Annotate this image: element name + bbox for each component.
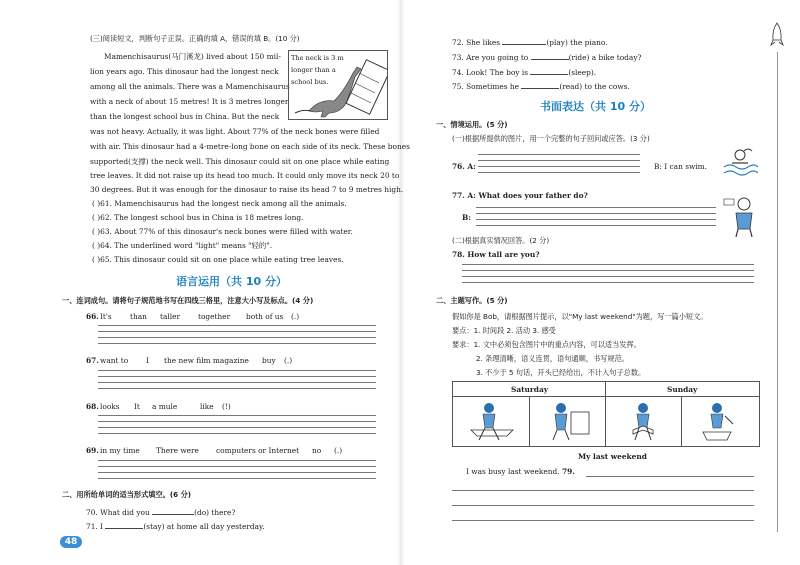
word-chip: computers or Internet bbox=[216, 446, 300, 455]
question-61: ( )61. Mamenchisaurus had the longest neck among all the animals. bbox=[92, 199, 347, 208]
writing-points: 要点：1. 时间段 2. 活动 3. 感受 bbox=[452, 326, 556, 335]
word-chip: in my time bbox=[100, 446, 140, 455]
question-77-b: B: bbox=[462, 213, 471, 222]
question-78: 78. How tall are you? bbox=[452, 250, 540, 259]
item-number: 69. bbox=[86, 446, 99, 455]
blank-73[interactable] bbox=[531, 51, 569, 60]
word-chip: buy bbox=[262, 356, 276, 365]
word-chip: both of us bbox=[246, 312, 284, 321]
essay-line[interactable] bbox=[452, 505, 754, 506]
word-chip: than bbox=[130, 312, 147, 321]
passage-line: with a neck of about 15 metres! It is 3 metres longer bbox=[90, 97, 289, 106]
dinosaur-bus-drawing bbox=[289, 51, 387, 119]
essay-start: I was busy last weekend. 79. bbox=[466, 467, 575, 476]
caption-line: The neck is 3 m bbox=[291, 54, 344, 62]
right-part2-instruction: 二、主题写作。(5 分) bbox=[436, 296, 508, 305]
question-71: 71. I (stay) at home all day yesterday. bbox=[86, 522, 265, 531]
question-75: 75. Sometimes he (read) to the cows. bbox=[452, 82, 630, 91]
word-chip: (.) bbox=[284, 356, 293, 365]
dinosaur-illustration bbox=[288, 50, 388, 120]
caption-line: school bus. bbox=[291, 78, 329, 86]
passage-line: lion years ago. This dinosaur had the longest neck bbox=[90, 67, 279, 76]
word-chip: like bbox=[200, 402, 214, 411]
answer-line-76[interactable] bbox=[478, 166, 640, 167]
writing-requirement-2: 2. 条理清晰，语义连贯，语句通顺，书写规范。 bbox=[476, 354, 629, 363]
word-chip: (.) bbox=[291, 312, 300, 321]
page-number: 48 bbox=[64, 537, 78, 547]
picture-homework bbox=[467, 400, 517, 442]
father-picture bbox=[722, 195, 758, 237]
writing-requirement-3: 3. 不少于 5 句话，开头已经给出，不计入句子总数。 bbox=[476, 368, 646, 377]
part2-instruction: 二、用所给单词的适当形式填空。(6 分) bbox=[62, 490, 192, 499]
word-chip: There were bbox=[156, 446, 199, 455]
writing-requirement-1: 要求：1. 文中必须包含图片中的重点内容，可以适当发挥。 bbox=[452, 340, 641, 349]
word-chip: looks bbox=[100, 402, 120, 411]
word-chip: It's bbox=[100, 312, 112, 321]
page-number-badge bbox=[60, 536, 82, 548]
right-part1-instruction: 一、情境运用。(5 分) bbox=[436, 120, 508, 129]
word-chip: taller bbox=[160, 312, 181, 321]
margin-rule bbox=[777, 52, 778, 532]
word-chip: I bbox=[146, 356, 149, 365]
passage-line: was not heavy. Actually, it was light. About 77% of the neck bones were filled bbox=[90, 127, 380, 136]
book-spine bbox=[398, 0, 404, 565]
question-74: 74. Look! The boy is (sleep). bbox=[452, 68, 597, 77]
swimmer-picture bbox=[722, 145, 758, 179]
essay-line[interactable] bbox=[586, 476, 754, 477]
section-title-writing: 书面表达（共 10 分） bbox=[540, 100, 651, 113]
question-65: ( )65. This dinosaur could sit on one place while eating tree leaves. bbox=[92, 255, 344, 264]
essay-line[interactable] bbox=[452, 490, 754, 491]
question-76-a: 76. A: bbox=[452, 162, 476, 171]
question-73: 73. Are you going to (ride) a bike today? bbox=[452, 53, 642, 62]
passage-line: tree leaves. It did not raise up its head too much. It could only move its neck 20 to bbox=[90, 171, 400, 180]
passage-line: 30 degrees. But it was enough for the dinosaur to raise its head 7 to 9 metres high. bbox=[90, 185, 404, 194]
passage-line: with air. This dinosaur had a 4-metre-long bone on each side of its neck. These bones bbox=[90, 142, 410, 151]
word-chip: together bbox=[198, 312, 231, 321]
word-chip: want to bbox=[100, 356, 129, 365]
question-64: ( )64. The underlined word "light" means "轻的". bbox=[92, 241, 273, 250]
passage-line: among all the animals. There was a Mamenchisaurus bbox=[90, 82, 290, 91]
word-chip: (.) bbox=[334, 446, 343, 455]
answer-line-78[interactable] bbox=[462, 276, 754, 277]
section-title-language: 语言运用（共 10 分） bbox=[176, 275, 287, 288]
blank-71[interactable] bbox=[105, 520, 143, 529]
answer-line-77[interactable] bbox=[476, 219, 716, 220]
question-77-a: 77. A: What does your father do? bbox=[452, 191, 588, 200]
question-62: ( )62. The longest school bus in China is 18 metres long. bbox=[92, 213, 304, 222]
rocket-icon bbox=[770, 22, 784, 46]
reading-instruction: (三)阅读短文，判断句子正误。正确的填 A，错误的填 B。(10 分) bbox=[90, 34, 300, 43]
part1-instruction: 一、连词成句。请将句子规范地书写在四线三格里，注意大小写及标点。(4 分) bbox=[62, 296, 314, 305]
question-76-b: B: I can swim. bbox=[654, 162, 708, 171]
weekend-picture-table bbox=[452, 381, 760, 447]
word-chip: (!) bbox=[222, 402, 231, 411]
subsection-1: (一)根据所提供的图片，用一个完整的句子回问或应答。(3 分) bbox=[452, 134, 650, 143]
blank-72[interactable] bbox=[502, 36, 546, 45]
blank-70[interactable] bbox=[152, 506, 194, 515]
passage-line: Mamenchisaurus(马门溪龙) lived about 150 mil- bbox=[104, 52, 281, 61]
question-72: 72. She likes (play) the piano. bbox=[452, 38, 608, 47]
picture-washing bbox=[695, 400, 745, 442]
subsection-2: (二)根据真实情况回答。(2 分) bbox=[452, 236, 550, 245]
word-chip: the new film magazine bbox=[164, 356, 249, 365]
picture-cleaning bbox=[543, 400, 593, 442]
caption-line: longer than a bbox=[291, 66, 336, 74]
blank-74[interactable] bbox=[530, 66, 568, 75]
question-63: ( )63. About 77% of this dinosaur's neck bones were filled with water. bbox=[92, 227, 353, 236]
word-chip: a mule bbox=[152, 402, 178, 411]
table-header-saturday: Saturday bbox=[511, 385, 549, 394]
picture-reading bbox=[619, 400, 669, 442]
essay-line[interactable] bbox=[452, 520, 754, 521]
item-number: 68. bbox=[86, 402, 99, 411]
item-number: 67. bbox=[86, 356, 99, 365]
item-number: 66. bbox=[86, 312, 99, 321]
table-header-sunday: Sunday bbox=[667, 385, 698, 394]
question-70: 70. What did you (do) there? bbox=[86, 508, 236, 517]
blank-75[interactable] bbox=[521, 80, 559, 89]
essay-title: My last weekend bbox=[578, 452, 647, 461]
passage-line: supported(支撑) the neck well. This dinosaur could sit on one place while eating bbox=[90, 157, 390, 166]
passage-line: than the longest school bus in China. But the neck bbox=[90, 112, 280, 121]
word-chip: no bbox=[312, 446, 322, 455]
word-chip: It bbox=[134, 402, 140, 411]
writing-prompt: 假如你是 Bob，请根据图片提示，以"My last weekend"为题，写一篇小短文。 bbox=[452, 312, 708, 321]
